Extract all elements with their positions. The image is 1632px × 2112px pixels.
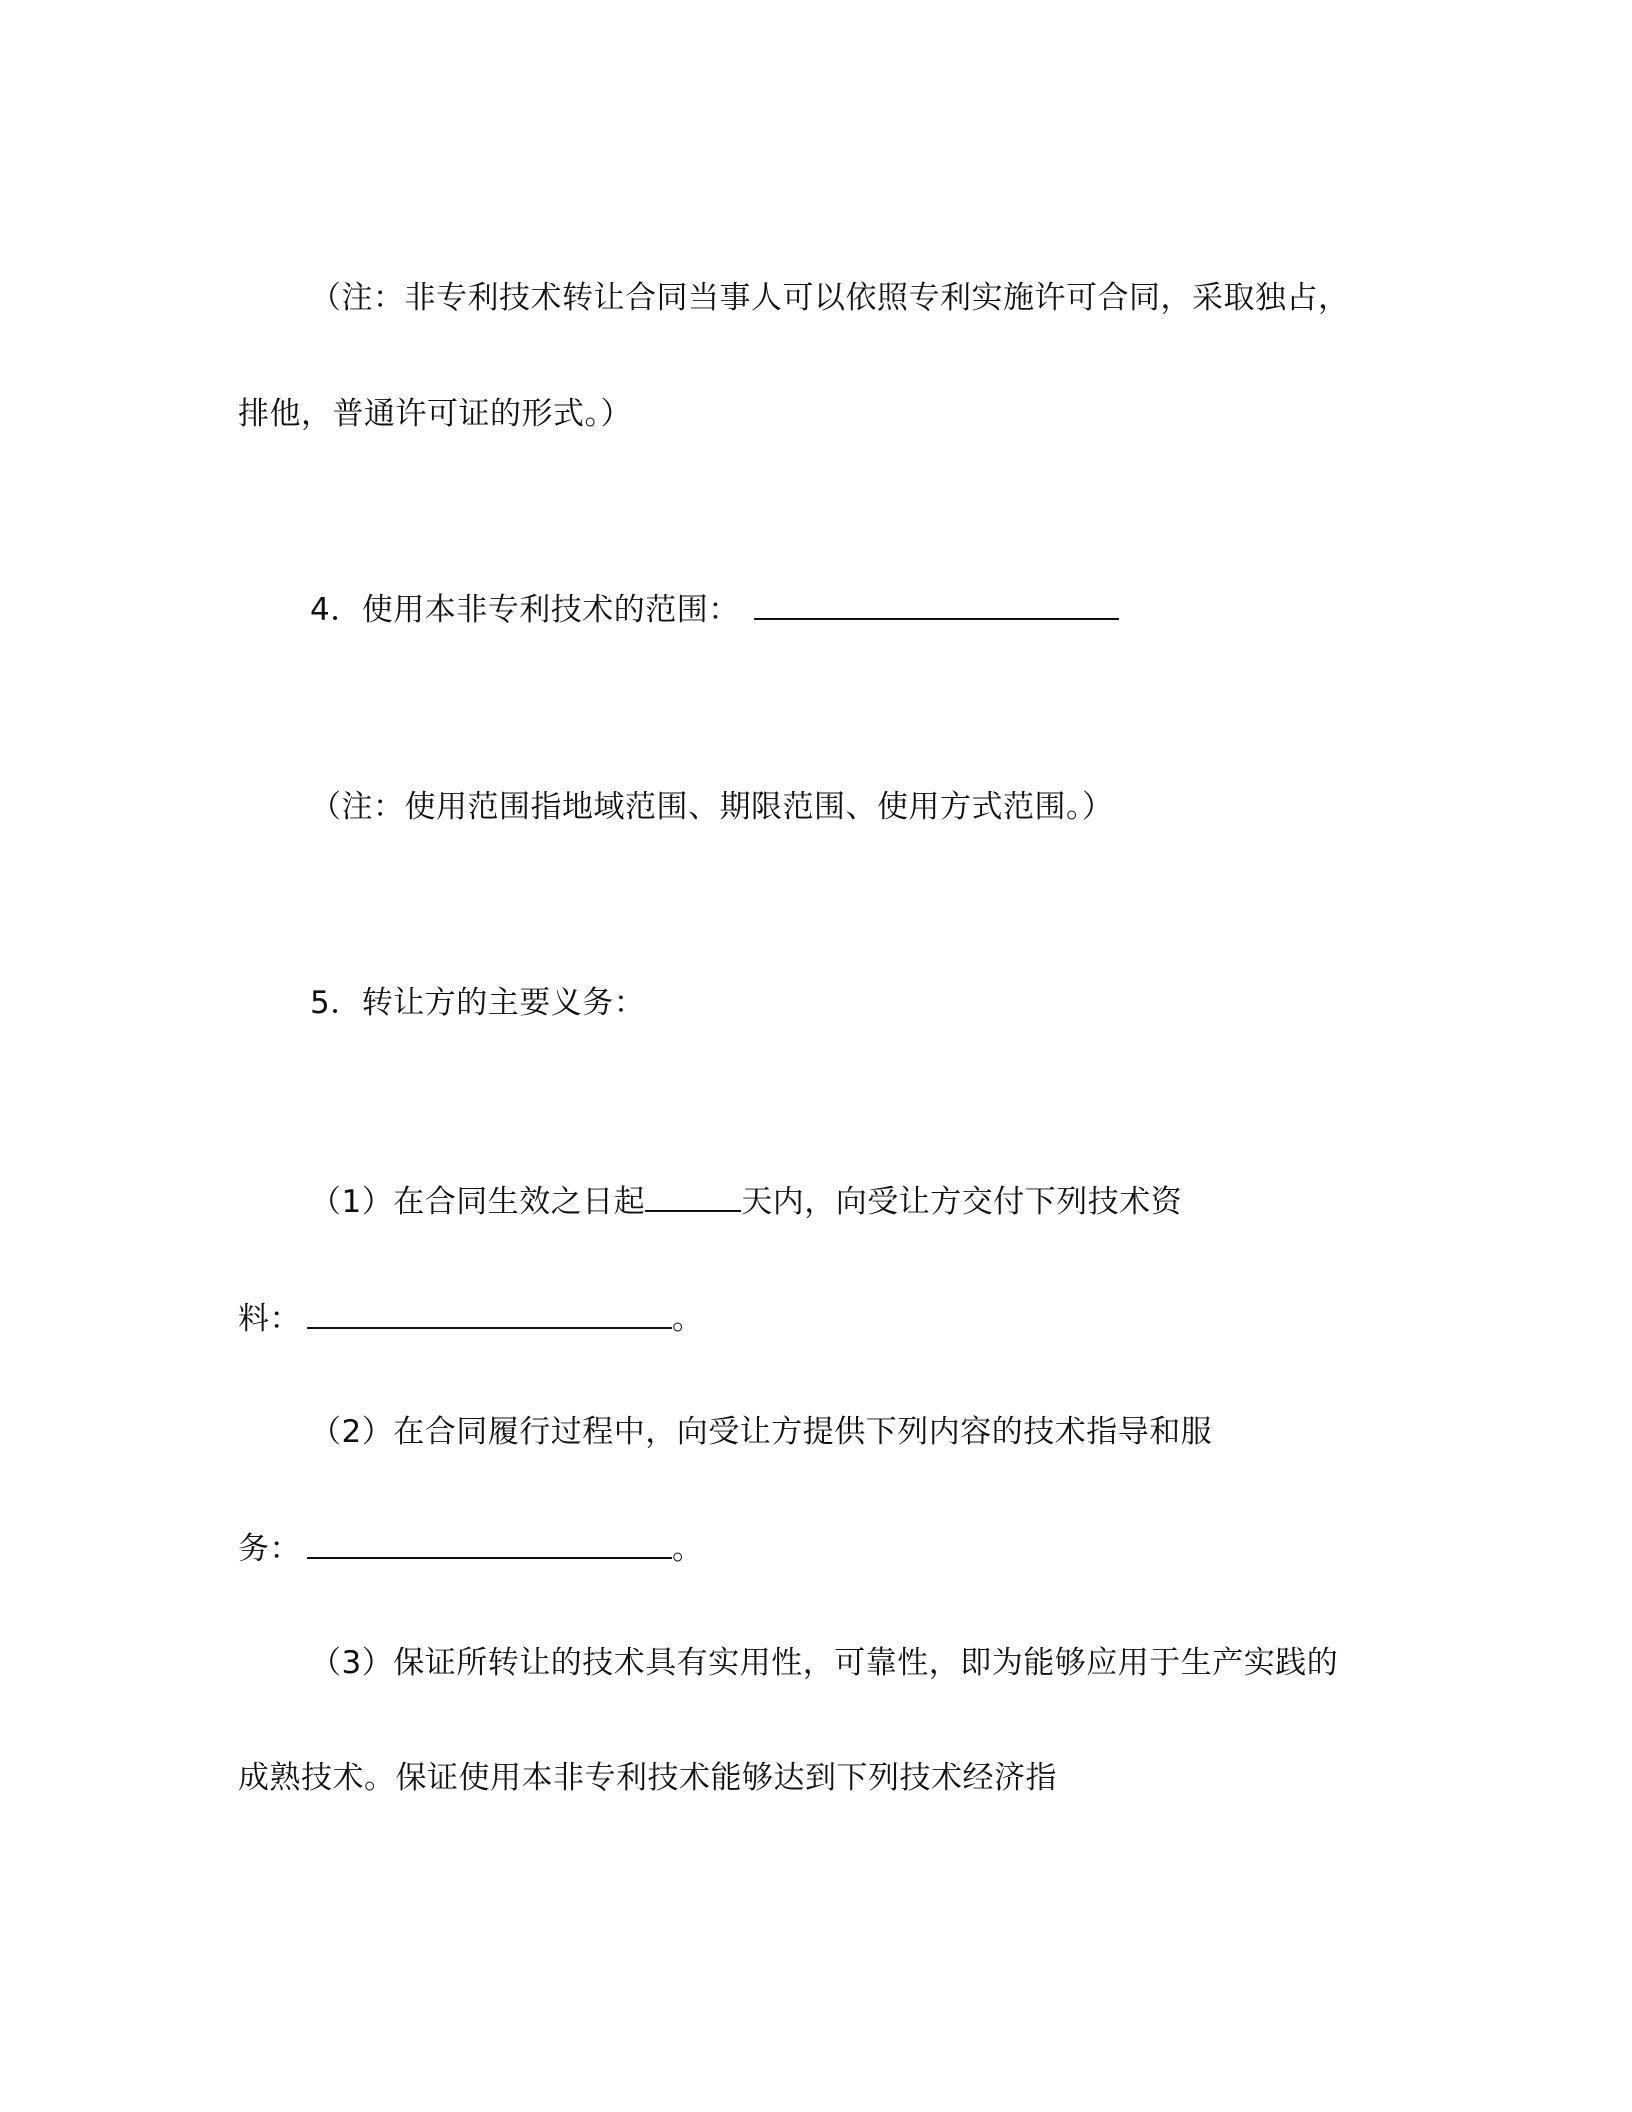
item-5-heading: 5．转让方的主要义务：: [310, 985, 646, 1021]
materials-label: 料：: [238, 1301, 301, 1337]
item-4-row: [310, 588, 1119, 630]
note-line-2: 排他，普通许可证的形式。）: [238, 396, 632, 432]
sub-item-1-text-before: （1）在合同生效之日起: [310, 1184, 646, 1220]
service-period: 。: [672, 1531, 704, 1567]
service-label: 务：: [238, 1531, 301, 1567]
sub-item-1-line-2: [238, 1297, 704, 1339]
service-fill-blank[interactable]: [307, 1527, 672, 1559]
note-line-1: （注：非专利技术转让合同当事人可以依照专利实施许可合同，采取独占，: [310, 280, 1350, 316]
sub-item-3-line-2: 成熟技术。保证使用本非专利技术能够达到下列技术经济指: [238, 1760, 1057, 1796]
materials-period: 。: [672, 1301, 704, 1337]
note-scope: （注：使用范围指地域范围、期限范围、使用方式范围。）: [310, 789, 1114, 825]
item-4-label: 4．使用本非专利技术的范围：: [310, 592, 740, 628]
days-fill-blank[interactable]: [645, 1180, 741, 1212]
sub-item-2-line-2: [238, 1527, 704, 1569]
sub-item-2-line-1: （2）在合同履行过程中，向受让方提供下列内容的技术指导和服: [310, 1414, 1213, 1450]
scope-fill-blank[interactable]: [754, 588, 1119, 620]
sub-item-1-line-1: [310, 1180, 1182, 1222]
materials-fill-blank[interactable]: [307, 1297, 672, 1329]
sub-item-3-line-1: （3）保证所转让的技术具有实用性，可靠性，即为能够应用于生产实践的: [310, 1645, 1339, 1681]
sub-item-1-text-after: 天内，向受让方交付下列技术资: [741, 1184, 1183, 1220]
